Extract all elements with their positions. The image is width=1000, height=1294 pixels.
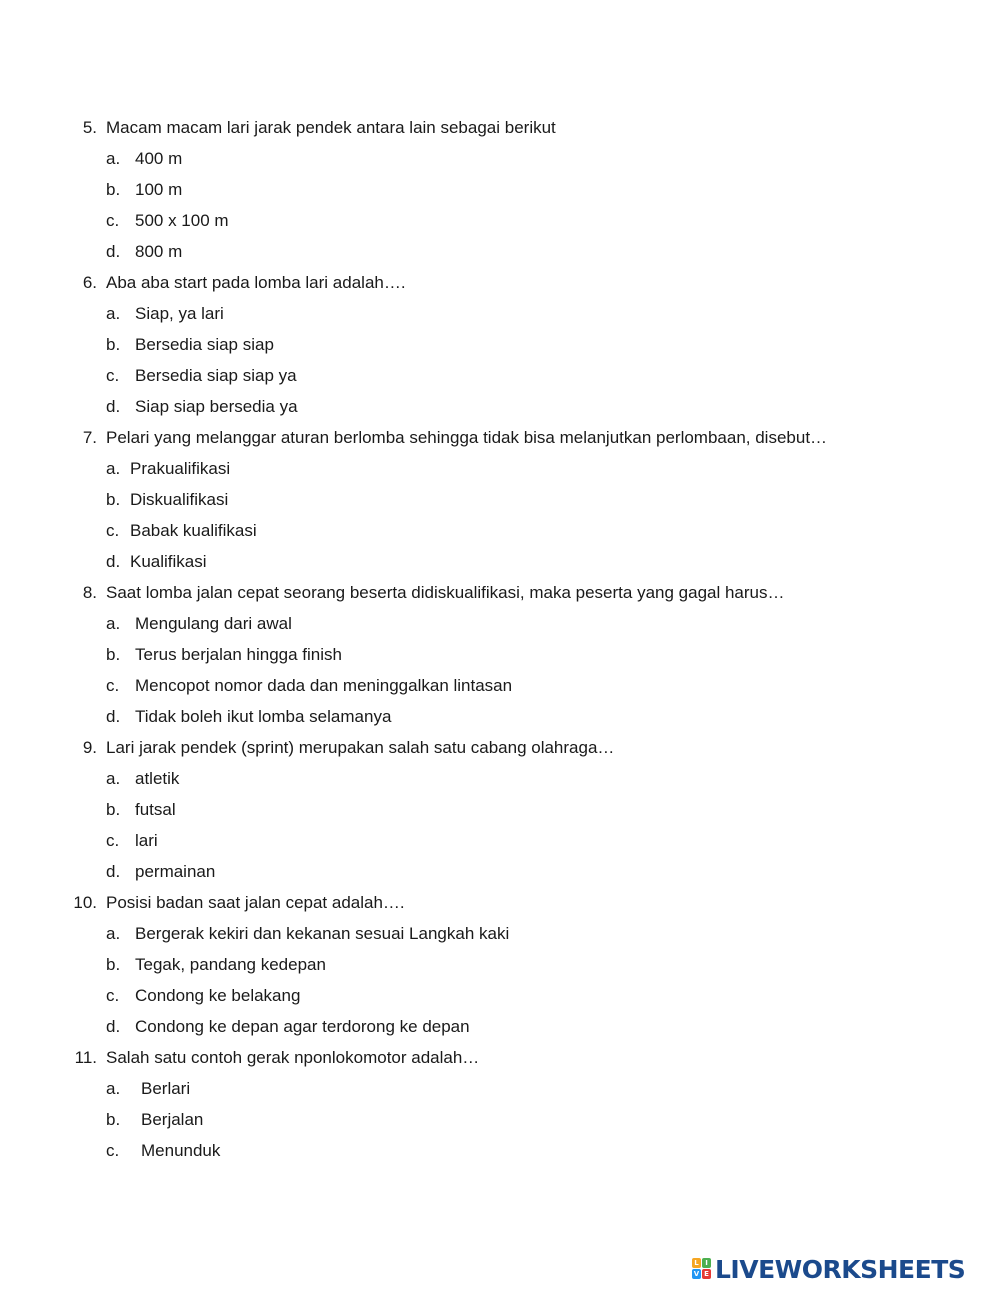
option-letter: c. bbox=[106, 366, 120, 385]
option-text: Condong ke depan agar terdorong ke depan bbox=[135, 1017, 470, 1036]
question-text: Macam macam lari jarak pendek antara lain sebagai berikut bbox=[106, 118, 556, 137]
option-text: Mencopot nomor dada dan meninggalkan lintasan bbox=[135, 676, 513, 695]
question-text: Lari jarak pendek (sprint) merupakan salah satu cabang olahraga… bbox=[106, 738, 615, 757]
question-8 bbox=[57, 583, 785, 603]
option-letter: d. bbox=[106, 242, 121, 261]
question-11 bbox=[57, 1048, 480, 1068]
option-text: atletik bbox=[135, 769, 180, 788]
option-text: Mengulang dari awal bbox=[135, 614, 292, 633]
option-text: Tidak boleh ikut lomba selamanya bbox=[135, 707, 392, 726]
question-9 bbox=[57, 738, 615, 758]
option-letter: b. bbox=[106, 645, 121, 664]
logo-icon-tile: L bbox=[692, 1258, 701, 1268]
option-text: Terus berjalan hingga finish bbox=[135, 645, 342, 664]
logo-text: LIVEWORKSHEETS bbox=[715, 1254, 966, 1284]
option-letter: c. bbox=[106, 1141, 120, 1160]
option-text: lari bbox=[135, 831, 158, 850]
question-number: 11. bbox=[74, 1048, 97, 1067]
option-text: Berlari bbox=[141, 1079, 191, 1098]
option-letter: d. bbox=[106, 397, 121, 416]
logo-icon-tile: I bbox=[702, 1258, 711, 1268]
option-text: 500 x 100 m bbox=[135, 211, 229, 230]
option-letter: d. bbox=[106, 862, 121, 881]
question-text: Posisi badan saat jalan cepat adalah…. bbox=[106, 893, 405, 912]
option-letter: a. bbox=[106, 1079, 121, 1098]
option-text: Bersedia siap siap ya bbox=[135, 366, 297, 385]
option-text: Bergerak kekiri dan kekanan sesuai Langkah kaki bbox=[135, 924, 510, 943]
question-number: 5. bbox=[82, 118, 97, 137]
option-letter: a. bbox=[106, 149, 121, 168]
option-text: 400 m bbox=[135, 149, 183, 168]
question-number: 8. bbox=[82, 583, 97, 602]
option-letter: c. bbox=[106, 676, 120, 695]
question-number: 10. bbox=[73, 893, 97, 912]
option-letter: b. bbox=[106, 955, 121, 974]
question-text: Saat lomba jalan cepat seorang beserta didiskualifikasi, maka peserta yang gagal harus… bbox=[106, 583, 785, 602]
question-number: 6. bbox=[82, 273, 97, 292]
option-letter: c. bbox=[106, 521, 120, 540]
question-5 bbox=[57, 118, 556, 138]
option-letter: a. bbox=[106, 459, 121, 478]
option-text: Siap, ya lari bbox=[135, 304, 224, 323]
logo-icon-tile: E bbox=[702, 1269, 711, 1279]
option-text: Tegak, pandang kedepan bbox=[135, 955, 326, 974]
option-letter: c. bbox=[106, 211, 120, 230]
option-text: 800 m bbox=[135, 242, 183, 261]
question-text: Pelari yang melanggar aturan berlomba sehingga tidak bisa melanjutkan perlombaan, disebut… bbox=[106, 428, 828, 447]
option-letter: c. bbox=[106, 831, 120, 850]
option-text: Prakualifikasi bbox=[130, 459, 231, 478]
option-letter: b. bbox=[106, 335, 121, 354]
question-number: 7. bbox=[82, 428, 97, 447]
option-letter: a. bbox=[106, 614, 121, 633]
option-text: Berjalan bbox=[141, 1110, 204, 1129]
option-text: 100 m bbox=[135, 180, 183, 199]
question-number: 9. bbox=[82, 738, 97, 757]
question-6 bbox=[57, 273, 406, 293]
option-letter: c. bbox=[106, 986, 120, 1005]
option-text: Diskualifikasi bbox=[130, 490, 229, 509]
option-letter: b. bbox=[106, 800, 121, 819]
option-letter: a. bbox=[106, 769, 121, 788]
option-text: Siap siap bersedia ya bbox=[135, 397, 298, 416]
option-text: Babak kualifikasi bbox=[130, 521, 257, 540]
option-letter: a. bbox=[106, 304, 121, 323]
option-letter: b. bbox=[106, 1110, 121, 1129]
option-letter: a. bbox=[106, 924, 121, 943]
option-text: permainan bbox=[135, 862, 216, 881]
option-text: futsal bbox=[135, 800, 176, 819]
logo-icon bbox=[692, 1258, 712, 1280]
option-letter: d. bbox=[106, 1017, 121, 1036]
logo-icon-tile: V bbox=[693, 1270, 700, 1278]
option-text: Menunduk bbox=[141, 1141, 221, 1160]
question-text: Salah satu contoh gerak nponlokomotor adalah… bbox=[106, 1048, 480, 1067]
option-letter: d. bbox=[106, 552, 121, 571]
option-letter: b. bbox=[106, 180, 121, 199]
option-text: Condong ke belakang bbox=[135, 986, 301, 1005]
option-letter: d. bbox=[106, 707, 121, 726]
option-letter: b. bbox=[106, 490, 121, 509]
liveworksheets-logo bbox=[692, 1254, 965, 1284]
option-text: Kualifikasi bbox=[130, 552, 207, 571]
question-10 bbox=[57, 893, 405, 913]
question-7 bbox=[57, 428, 828, 448]
option-text: Bersedia siap siap bbox=[135, 335, 274, 354]
question-text: Aba aba start pada lomba lari adalah…. bbox=[106, 273, 406, 292]
